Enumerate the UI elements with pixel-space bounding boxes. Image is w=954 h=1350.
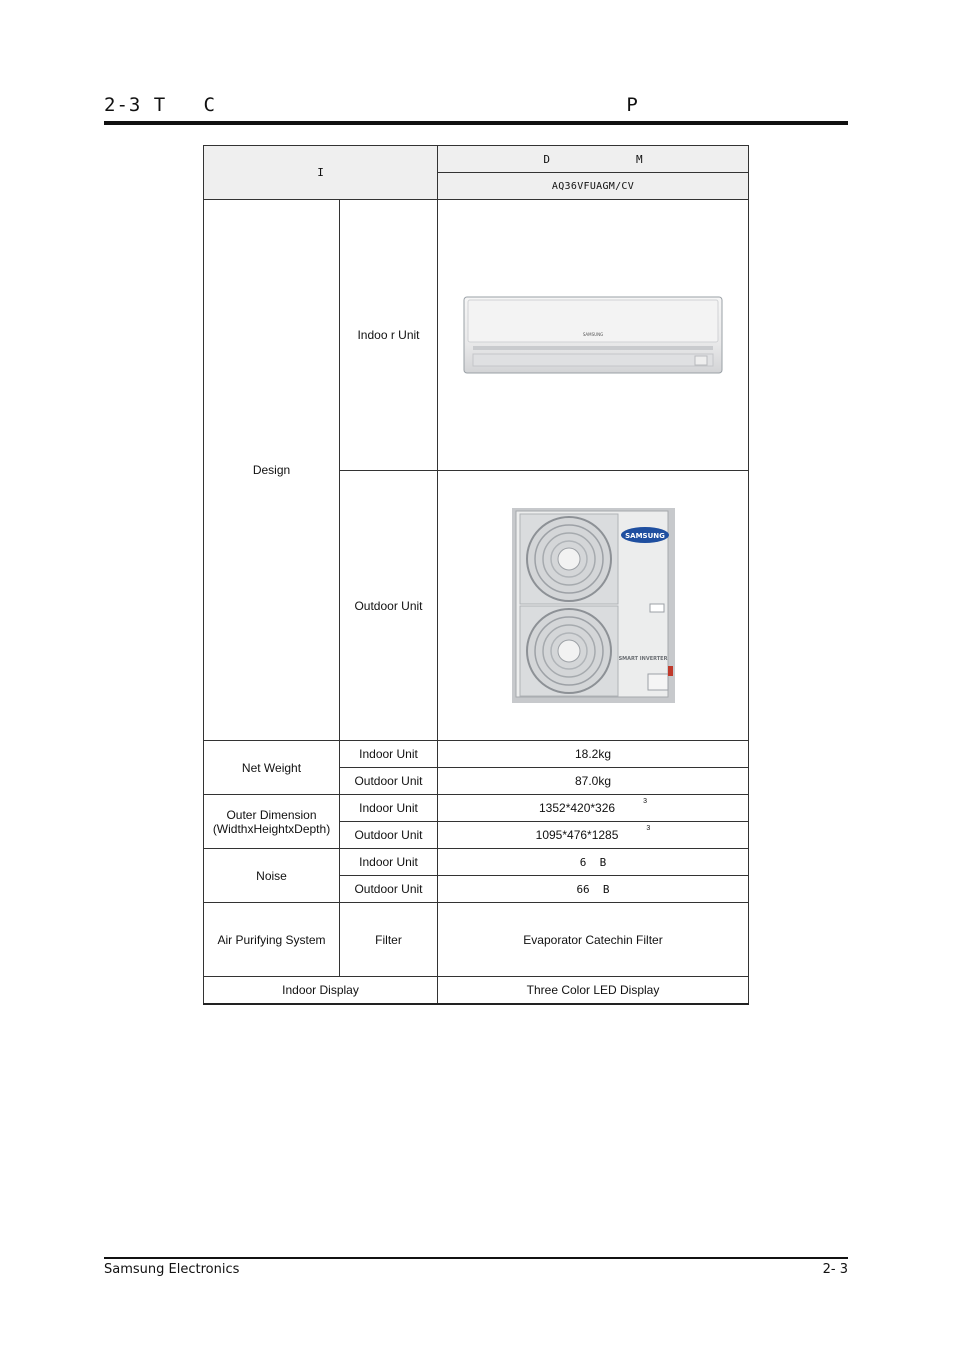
spec-table (203, 145, 749, 1005)
indoor-unit-image-cell (438, 200, 749, 471)
page-title: 2-3 T C P (104, 94, 639, 116)
indoor-unit-image (463, 296, 723, 374)
net-weight-outdoor-value: 87.0kg (438, 768, 749, 795)
noise-label: Noise (204, 849, 340, 903)
outdoor-unit-badge: SMART INVERTER (618, 656, 667, 662)
indoor-unit-logo: SAMSUNG (582, 332, 604, 337)
net-weight-outdoor-label: Outdoor Unit (340, 768, 438, 795)
design-label: Design (204, 200, 340, 741)
outer-dimension-indoor-label: Indoor Unit (340, 795, 438, 822)
outer-dimension-label (204, 795, 340, 849)
outer-dimension-indoor-unit-sup: 3 (643, 798, 647, 805)
air-purifying-label: Air Purifying System (204, 903, 340, 977)
page-header (104, 94, 848, 124)
footer-rule (104, 1257, 848, 1259)
design-indoor-label: Indoo r Unit (340, 200, 438, 471)
outer-dimension-outdoor-unit-sup: 3 (646, 825, 651, 832)
outer-dimension-outdoor-value-cell (438, 822, 749, 849)
outdoor-unit-logo: SAMSUNG (624, 532, 665, 540)
outer-dimension-outdoor-label: Outdoor Unit (340, 822, 438, 849)
indoor-display-label: Indoor Display (204, 977, 438, 1004)
indoor-display-value: Three Color LED Display (438, 977, 749, 1004)
net-weight-label: Net Weight (204, 741, 340, 795)
outer-dimension-indoor-value: 1352*420*326 (539, 801, 616, 815)
outer-dimension-indoor-value-cell (438, 795, 749, 822)
footer-company: Samsung Electronics (104, 1262, 240, 1277)
outer-dimension-label-line1: Outer Dimension (226, 807, 317, 822)
air-purifying-filter-label: Filter (340, 903, 438, 977)
design-outdoor-label: Outdoor Unit (340, 471, 438, 741)
header-rule (104, 121, 848, 125)
description-header: D M (438, 146, 749, 173)
outdoor-unit-image-cell (438, 471, 749, 741)
footer-page-number: 2- 3 (822, 1262, 848, 1277)
model-name: AQ36VFUAGM/CV (438, 173, 749, 200)
noise-outdoor-value: 66 B (438, 876, 749, 903)
noise-indoor-label: Indoor Unit (340, 849, 438, 876)
outer-dimension-outdoor-value: 1095*476*1285 (535, 828, 619, 842)
net-weight-indoor-label: Indoor Unit (340, 741, 438, 768)
noise-indoor-value: 6 B (438, 849, 749, 876)
outer-dimension-label-line2: (WidthxHeightxDepth) (212, 821, 331, 836)
outdoor-unit-image (512, 508, 675, 703)
item-header: I (204, 146, 438, 200)
noise-outdoor-label: Outdoor Unit (340, 876, 438, 903)
net-weight-indoor-value: 18.2kg (438, 741, 749, 768)
air-purifying-value: Evaporator Catechin Filter (438, 903, 749, 977)
